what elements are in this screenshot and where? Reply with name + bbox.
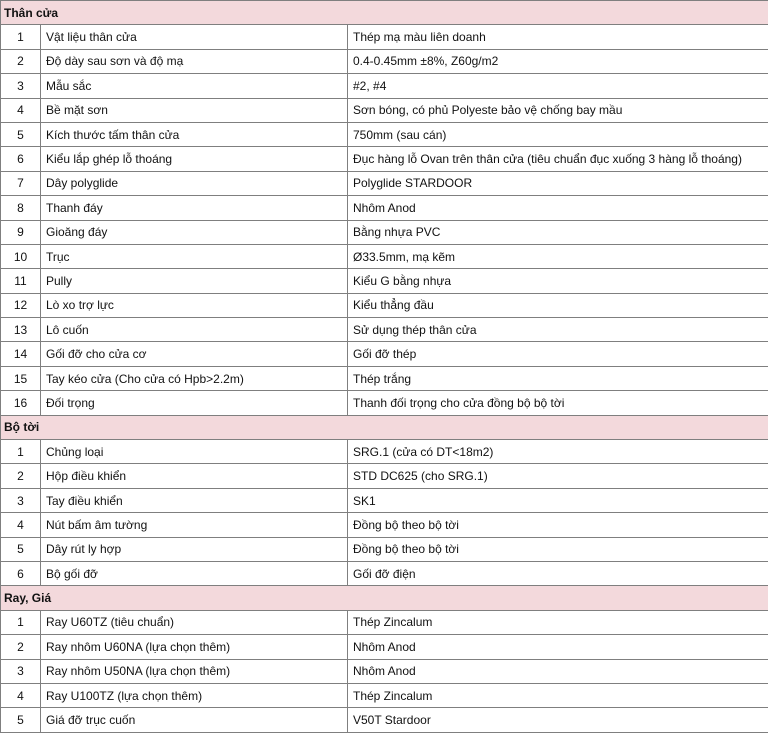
item-name: Độ dày sau sơn và độ mạ xyxy=(41,49,348,73)
item-name: Giá đỡ trục cuốn xyxy=(41,708,348,732)
table-row xyxy=(1,610,768,634)
row-number: 7 xyxy=(1,171,41,195)
item-value: Nhôm Anod xyxy=(348,635,768,659)
item-name: Vật liệu thân cửa xyxy=(41,25,348,49)
item-name: Lò xo trợ lực xyxy=(41,293,348,317)
item-value: 0.4-0.45mm ±8%, Z60g/m2 xyxy=(348,49,768,73)
item-name: Nút bấm âm tường xyxy=(41,513,348,537)
item-value: Kiểu thẳng đầu xyxy=(348,293,768,317)
spec-table-body xyxy=(1,1,768,733)
table-row xyxy=(1,25,768,49)
item-name: Dây rút ly hợp xyxy=(41,537,348,561)
row-number: 5 xyxy=(1,122,41,146)
item-value: Thép Zincalum xyxy=(348,683,768,707)
row-number: 6 xyxy=(1,561,41,585)
row-number: 15 xyxy=(1,366,41,390)
table-row xyxy=(1,147,768,171)
item-value: Sơn bóng, có phủ Polyeste bảo vệ chống bay mầu xyxy=(348,98,768,122)
item-value: Nhôm Anod xyxy=(348,659,768,683)
item-name: Kiểu lắp ghép lỗ thoáng xyxy=(41,147,348,171)
item-value: STD DC625 (cho SRG.1) xyxy=(348,464,768,488)
row-number: 9 xyxy=(1,220,41,244)
row-number: 14 xyxy=(1,342,41,366)
table-row xyxy=(1,537,768,561)
table-row xyxy=(1,318,768,342)
row-number: 16 xyxy=(1,391,41,415)
item-name: Thanh đáy xyxy=(41,196,348,220)
item-value: Thanh đối trọng cho cửa đồng bộ bộ tời xyxy=(348,391,768,415)
item-value: V50T Stardoor xyxy=(348,708,768,732)
table-row xyxy=(1,659,768,683)
row-number: 2 xyxy=(1,635,41,659)
item-value: Gối đỡ điện xyxy=(348,561,768,585)
table-row xyxy=(1,49,768,73)
table-row xyxy=(1,488,768,512)
table-row xyxy=(1,440,768,464)
row-number: 11 xyxy=(1,269,41,293)
item-value: SRG.1 (cửa có DT<18m2) xyxy=(348,440,768,464)
item-value: #2, #4 xyxy=(348,74,768,98)
item-name: Bộ gối đỡ xyxy=(41,561,348,585)
item-value: Sử dụng thép thân cửa xyxy=(348,318,768,342)
item-name: Kích thước tấm thân cửa xyxy=(41,122,348,146)
item-name: Đối trọng xyxy=(41,391,348,415)
table-row xyxy=(1,122,768,146)
table-row xyxy=(1,708,768,732)
row-number: 13 xyxy=(1,318,41,342)
table-row xyxy=(1,513,768,537)
item-value: Đồng bộ theo bộ tời xyxy=(348,513,768,537)
table-row xyxy=(1,196,768,220)
section-header-row xyxy=(1,1,768,25)
item-value: Kiểu G bằng nhựa xyxy=(348,269,768,293)
table-row xyxy=(1,220,768,244)
item-value: Polyglide STARDOOR xyxy=(348,171,768,195)
table-row xyxy=(1,293,768,317)
item-name: Mẫu sắc xyxy=(41,74,348,98)
item-name: Ray U100TZ (lựa chọn thêm) xyxy=(41,683,348,707)
row-number: 4 xyxy=(1,98,41,122)
row-number: 1 xyxy=(1,610,41,634)
item-value: Thép trắng xyxy=(348,366,768,390)
item-name: Pully xyxy=(41,269,348,293)
row-number: 1 xyxy=(1,25,41,49)
table-row xyxy=(1,244,768,268)
table-row xyxy=(1,366,768,390)
row-number: 5 xyxy=(1,708,41,732)
table-row xyxy=(1,683,768,707)
item-value: Thép mạ màu liên doanh xyxy=(348,25,768,49)
item-name: Gối đỡ cho cửa cơ xyxy=(41,342,348,366)
table-row xyxy=(1,464,768,488)
row-number: 2 xyxy=(1,49,41,73)
section-title: Thân cửa xyxy=(1,1,768,25)
item-name: Ray U60TZ (tiêu chuẩn) xyxy=(41,610,348,634)
section-header-row xyxy=(1,586,768,610)
item-value: Thép Zincalum xyxy=(348,610,768,634)
section-title: Bộ tời xyxy=(1,415,768,439)
section-title: Ray, Giá xyxy=(1,586,768,610)
item-name: Lô cuốn xyxy=(41,318,348,342)
item-value: Đục hàng lỗ Ovan trên thân cửa (tiêu chuẩn đục xuống 3 hàng lỗ thoáng) xyxy=(348,147,768,171)
item-name: Tay điều khiển xyxy=(41,488,348,512)
row-number: 8 xyxy=(1,196,41,220)
item-name: Ray nhôm U60NA (lựa chọn thêm) xyxy=(41,635,348,659)
table-row xyxy=(1,171,768,195)
section-header-row xyxy=(1,415,768,439)
item-value: Ø33.5mm, mạ kẽm xyxy=(348,244,768,268)
table-row xyxy=(1,391,768,415)
item-value: Đồng bộ theo bộ tời xyxy=(348,537,768,561)
item-name: Chủng loại xyxy=(41,440,348,464)
item-value: Gối đỡ thép xyxy=(348,342,768,366)
item-name: Ray nhôm U50NA (lựa chọn thêm) xyxy=(41,659,348,683)
item-name: Gioăng đáy xyxy=(41,220,348,244)
item-name: Trục xyxy=(41,244,348,268)
item-name: Hộp điều khiển xyxy=(41,464,348,488)
row-number: 4 xyxy=(1,513,41,537)
table-row xyxy=(1,98,768,122)
item-value: 750mm (sau cán) xyxy=(348,122,768,146)
item-name: Tay kéo cửa (Cho cửa có Hpb>2.2m) xyxy=(41,366,348,390)
row-number: 1 xyxy=(1,440,41,464)
item-value: Bằng nhựa PVC xyxy=(348,220,768,244)
item-name: Bề mặt sơn xyxy=(41,98,348,122)
item-value: Nhôm Anod xyxy=(348,196,768,220)
row-number: 3 xyxy=(1,659,41,683)
row-number: 4 xyxy=(1,683,41,707)
row-number: 6 xyxy=(1,147,41,171)
row-number: 5 xyxy=(1,537,41,561)
table-row xyxy=(1,635,768,659)
row-number: 12 xyxy=(1,293,41,317)
row-number: 3 xyxy=(1,488,41,512)
table-row xyxy=(1,561,768,585)
row-number: 10 xyxy=(1,244,41,268)
table-row xyxy=(1,74,768,98)
row-number: 3 xyxy=(1,74,41,98)
item-value: SK1 xyxy=(348,488,768,512)
table-row xyxy=(1,269,768,293)
row-number: 2 xyxy=(1,464,41,488)
item-name: Dây polyglide xyxy=(41,171,348,195)
table-row xyxy=(1,342,768,366)
